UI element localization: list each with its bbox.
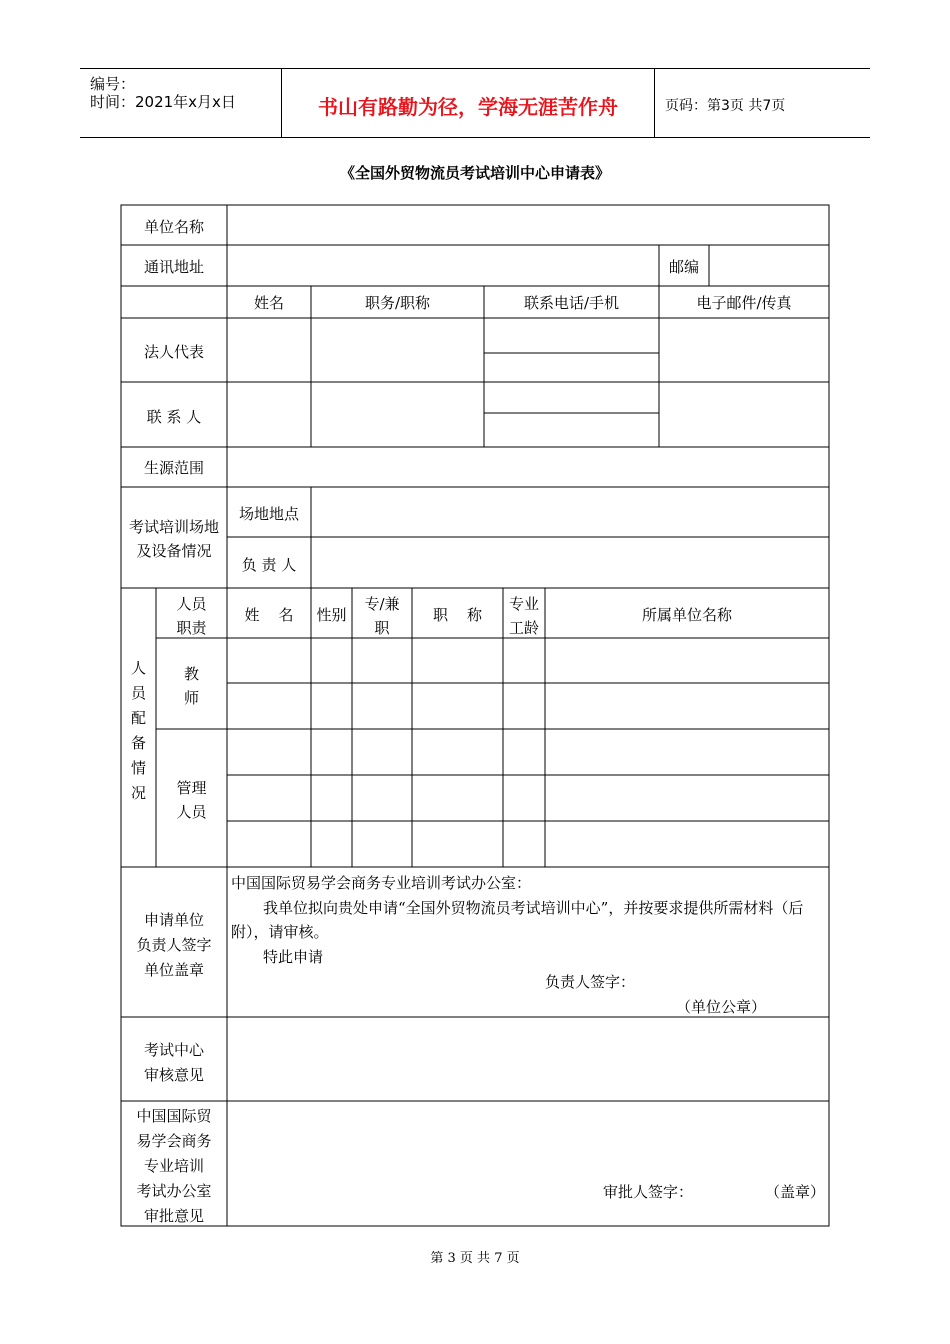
serial-label: 编号： <box>90 75 136 93</box>
venue-manager-field[interactable] <box>312 538 828 587</box>
staff-role-header <box>156 592 227 640</box>
staff-years-line2: 工龄 <box>508 619 539 637</box>
approver-signature-label: 审批人签字： <box>603 1183 694 1201</box>
staff-years-header <box>503 592 545 640</box>
unit-name-label: 单位名称 <box>143 218 204 236</box>
center-review-line: 审核意见 <box>143 1066 204 1084</box>
staff-section-label <box>121 656 156 806</box>
teacher-line1: 教 <box>183 665 199 683</box>
venue-label-line2: 及设备情况 <box>136 542 212 560</box>
apply-closing: 特此申请 <box>263 948 324 966</box>
venue-location-field[interactable] <box>312 488 828 536</box>
page-footer: 第 3 页 共 7 页 <box>430 1251 520 1266</box>
staff-section-char: 人 <box>130 659 146 677</box>
staff-name-header: 姓 名 <box>244 606 294 624</box>
col-phone-header: 联系电话/手机 <box>523 294 620 312</box>
apply-label <box>121 908 227 983</box>
center-review-line: 考试中心 <box>143 1041 204 1059</box>
col-title-header: 职务/职称 <box>364 294 431 312</box>
apply-label-line: 负责人签字 <box>136 936 212 954</box>
time-label: 时间：2021年x月x日 <box>90 93 236 111</box>
legal-rep-label: 法人代表 <box>143 343 204 361</box>
office-approval-line: 易学会商务 <box>136 1132 212 1150</box>
staff-section-char: 备 <box>130 734 146 752</box>
page-info: 页码：第3页 共7页 <box>665 98 786 114</box>
admin-line2: 人员 <box>176 803 207 821</box>
admin-staff-label <box>156 776 227 824</box>
apply-label-line: 申请单位 <box>143 911 204 929</box>
col-email-header: 电子邮件/传真 <box>696 294 792 312</box>
admin-line1: 管理 <box>176 779 207 797</box>
staff-unit-header: 所属单位名称 <box>641 606 732 624</box>
staff-section-char: 员 <box>130 684 146 702</box>
center-review-label <box>121 1038 227 1088</box>
staff-fulltime-line2: 职 <box>374 619 390 637</box>
unit-name-field[interactable] <box>228 206 828 244</box>
staff-role-line2: 职责 <box>176 619 207 637</box>
staff-title-header: 职 称 <box>432 606 483 624</box>
office-approval-line: 专业培训 <box>143 1157 204 1175</box>
staff-section-char: 情 <box>130 759 146 777</box>
center-review-field[interactable] <box>228 1018 828 1100</box>
venue-label-line1: 考试培训场地 <box>128 518 219 536</box>
staff-fulltime-header <box>352 592 412 640</box>
address-label: 通讯地址 <box>143 258 204 276</box>
source-scope-field[interactable] <box>228 448 828 486</box>
office-approval-line: 审批意见 <box>143 1207 204 1225</box>
apply-recipient: 中国国际贸易学会商务专业培训考试办公室： <box>231 874 532 892</box>
office-approval-label <box>121 1104 227 1229</box>
postcode-field[interactable] <box>710 246 828 285</box>
apply-signature-label: 负责人签字： <box>545 973 636 991</box>
staff-section-char: 况 <box>130 784 146 802</box>
approver-seal-label: （盖章） <box>765 1183 826 1201</box>
office-approval-line: 考试办公室 <box>136 1182 212 1200</box>
motto: 书山有路勤为径，学海无涯苦作舟 <box>318 95 618 119</box>
col-name-header: 姓名 <box>253 294 284 312</box>
apply-label-line: 单位盖章 <box>143 961 204 979</box>
venue-location-label: 场地地点 <box>238 505 299 523</box>
staff-section-char: 配 <box>130 709 146 727</box>
staff-role-line1: 人员 <box>176 595 207 613</box>
staff-gender-header: 性别 <box>316 606 347 624</box>
apply-body: 我单位拟向贵处申请“全国外贸物流员考试培训中心”，并按要求提供所需材料（后附），请审核。 <box>231 899 804 941</box>
postcode-label: 邮编 <box>668 258 699 276</box>
staff-years-line1: 专业 <box>508 595 539 613</box>
contact-person-label: 联 系 人 <box>146 408 202 426</box>
form-title: 《全国外贸物流员考试培训中心申请表》 <box>339 164 610 182</box>
teacher-line2: 师 <box>183 689 199 707</box>
source-scope-label: 生源范围 <box>143 459 204 477</box>
teacher-label <box>156 662 227 710</box>
venue-manager-label: 负 责 人 <box>241 556 297 574</box>
staff-fulltime-line1: 专/兼 <box>364 595 400 613</box>
office-approval-line: 中国国际贸 <box>136 1107 212 1125</box>
apply-seal-label: （单位公章） <box>676 998 767 1016</box>
address-field[interactable] <box>228 246 658 285</box>
